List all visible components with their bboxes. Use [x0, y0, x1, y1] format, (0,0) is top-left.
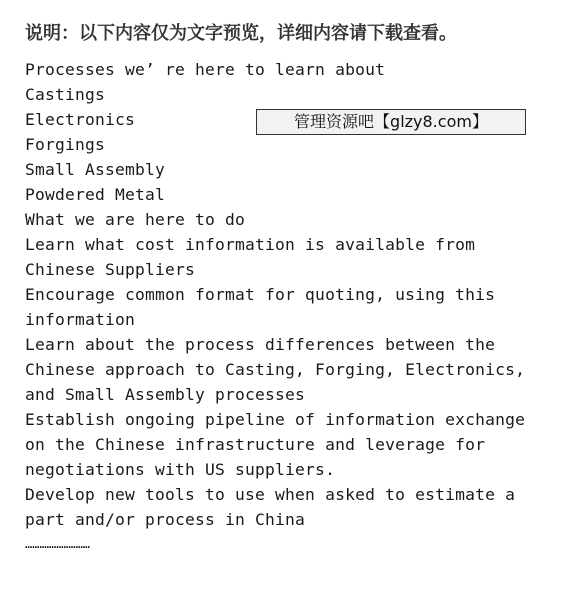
watermark-badge: 管理资源吧【glzy8.com】	[256, 109, 526, 135]
text-line: on the Chinese infrastructure and leverage for	[25, 435, 486, 454]
text-line: part and/or process in China	[25, 510, 306, 529]
text-line: Learn about the process differences between the	[25, 335, 496, 354]
text-line: Small Assembly	[25, 160, 166, 179]
text-line: Learn what cost information is available from	[25, 235, 476, 254]
ellipsis-continuation: ………………………	[25, 537, 91, 551]
text-line: Encourage common format for quoting, using this	[25, 285, 496, 304]
text-line: and Small Assembly processes	[25, 385, 306, 404]
text-line: What we are here to do	[25, 210, 246, 229]
text-line: Electronics	[25, 110, 136, 129]
preview-notice: 说明：以下内容仅为文字预览，详细内容请下载查看。	[25, 23, 457, 44]
text-line: negotiations with US suppliers.	[25, 460, 336, 479]
text-line: Processes we’ re here to learn about	[25, 60, 386, 79]
text-line: Chinese approach to Casting, Forging, Electronics,	[25, 360, 526, 379]
text-line: Chinese Suppliers	[25, 260, 196, 279]
text-line: Powdered Metal	[25, 185, 166, 204]
text-line: information	[25, 310, 136, 329]
text-line: Establish ongoing pipeline of information exchange	[25, 410, 526, 429]
text-line: Forgings	[25, 135, 106, 154]
text-line: Develop new tools to use when asked to estimate a	[25, 485, 516, 504]
text-line: Castings	[25, 85, 106, 104]
